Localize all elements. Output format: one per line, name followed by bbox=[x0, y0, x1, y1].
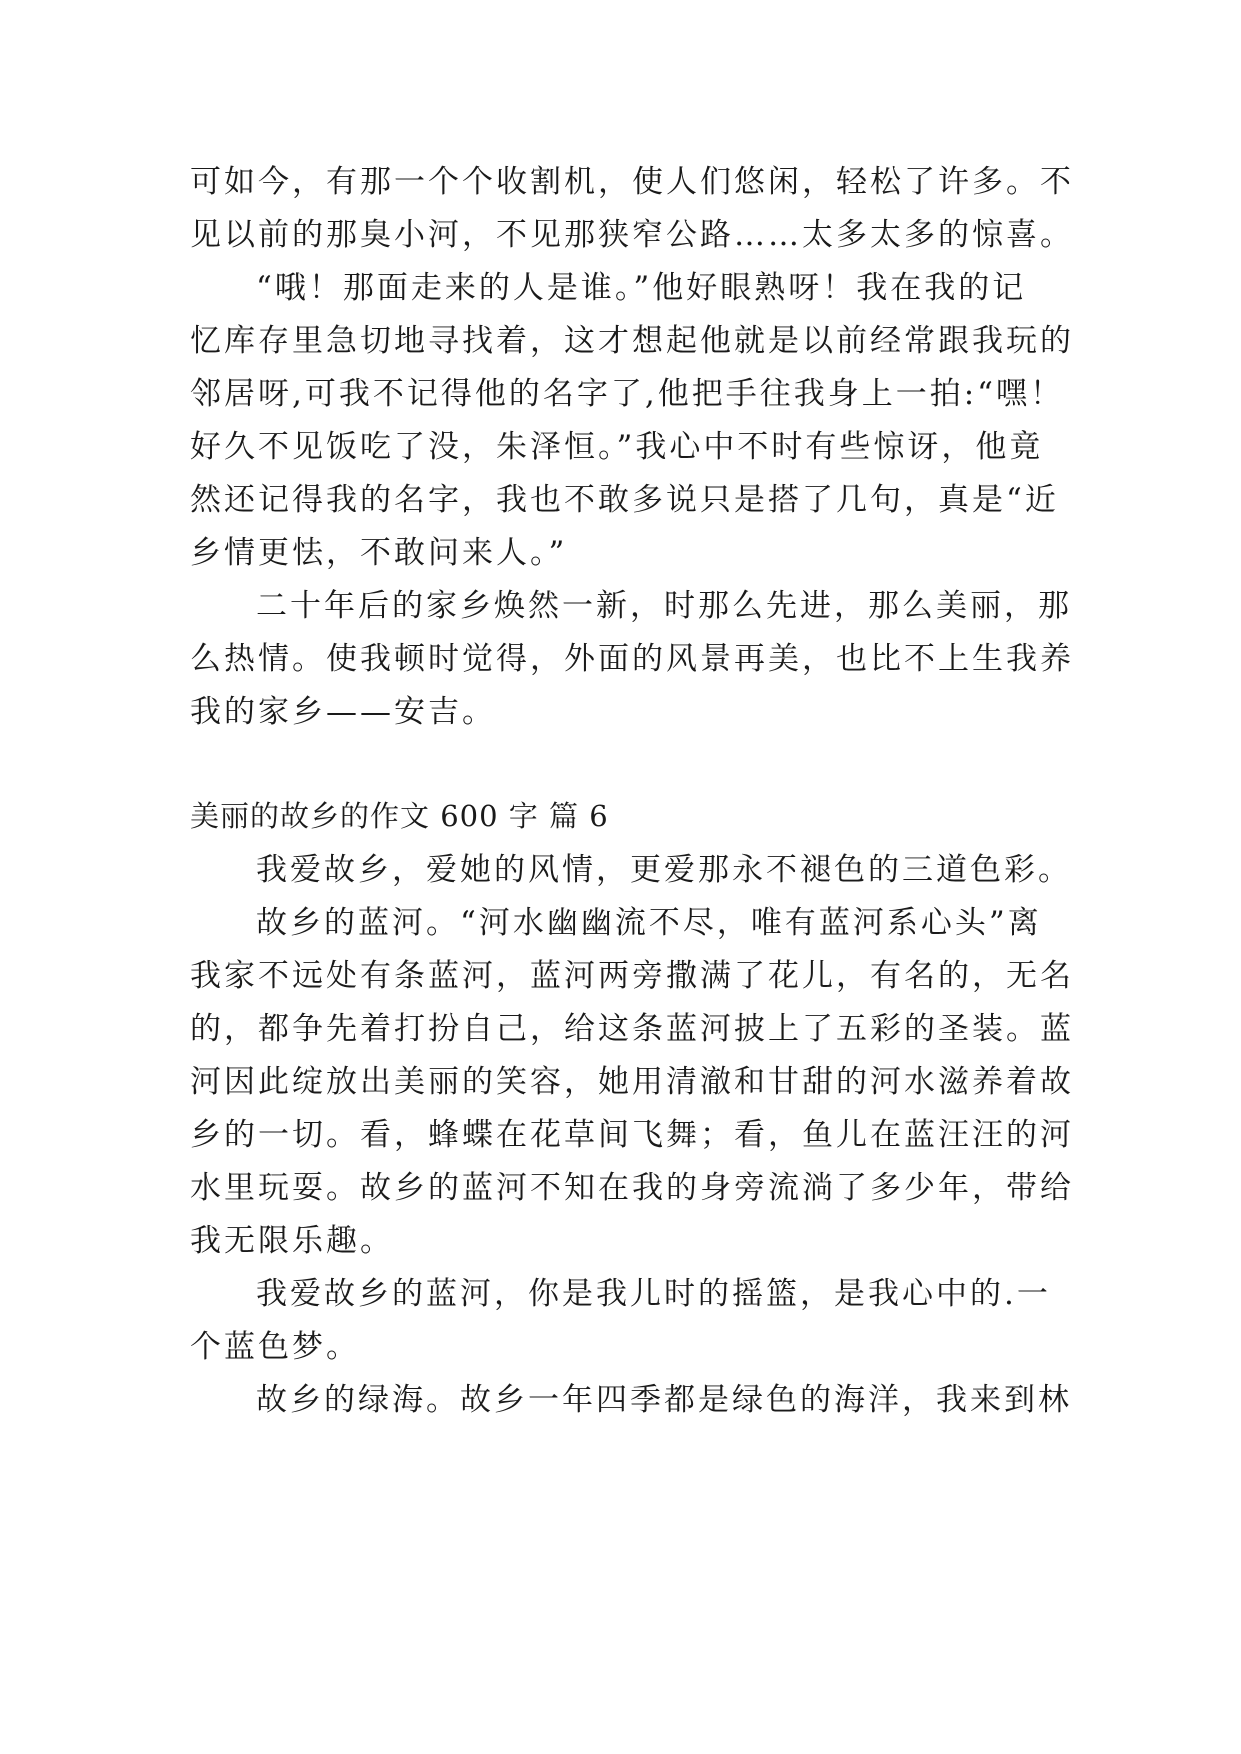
text-line: 我家不远处有条蓝河，蓝河两旁撒满了花儿，有名的，无名 bbox=[190, 958, 1074, 994]
text-line: 河因此绽放出美丽的笑容，她用清澈和甘甜的河水滋养着故 bbox=[190, 1064, 1074, 1100]
paragraph-start-line: 我爱故乡，爱她的风情，更爱那永不褪色的三道色彩。 bbox=[256, 852, 1072, 888]
text-line: 水里玩耍。故乡的蓝河不知在我的身旁流淌了多少年，带给 bbox=[190, 1170, 1074, 1206]
paragraph-start-line: “哦！那面走来的人是谁。”他好眼熟呀！我在我的记 bbox=[256, 270, 1027, 306]
text-line: 忆库存里急切地寻找着，这才想起他就是以前经常跟我玩的 bbox=[190, 323, 1074, 359]
text-line: 的，都争先着打扮自己，给这条蓝河披上了五彩的圣装。蓝 bbox=[190, 1011, 1074, 1047]
paragraph-start-line: 二十年后的家乡焕然一新，时那么先进，那么美丽，那 bbox=[256, 588, 1072, 624]
text-line: 见以前的那臭小河，不见那狭窄公路……太多太多的惊喜。 bbox=[190, 217, 1074, 253]
paragraph-start-line: 故乡的绿海。故乡一年四季都是绿色的海洋，我来到林 bbox=[256, 1382, 1072, 1418]
text-line: 邻居呀,可我不记得他的名字了,他把手往我身上一拍:“嘿！ bbox=[190, 376, 1064, 412]
text-line: 我的家乡——安吉。 bbox=[190, 694, 496, 730]
paragraph-start-line: 我爱故乡的蓝河，你是我儿时的摇篮，是我心中的.一 bbox=[256, 1276, 1051, 1312]
text-line: 可如今，有那一个个收割机，使人们悠闲，轻松了许多。不 bbox=[190, 164, 1074, 200]
text-line: 好久不见饭吃了没，朱泽恒。”我心中不时有些惊讶，他竟 bbox=[190, 429, 1044, 465]
text-line: 乡情更怯，不敢问来人。” bbox=[190, 535, 568, 571]
text-line: 个蓝色梦。 bbox=[190, 1329, 360, 1365]
text-line: 然还记得我的名字，我也不敢多说只是搭了几句，真是“近 bbox=[190, 482, 1059, 518]
text-line: 么热情。使我顿时觉得，外面的风景再美，也比不上生我养 bbox=[190, 641, 1074, 677]
paragraph-start-line: 故乡的蓝河。“河水幽幽流不尽，唯有蓝河系心头”离 bbox=[256, 905, 1042, 941]
text-line: 我无限乐趣。 bbox=[190, 1223, 394, 1259]
text-line: 乡的一切。看，蜂蝶在花草间飞舞；看，鱼儿在蓝汪汪的河 bbox=[190, 1117, 1074, 1153]
section-heading: 美丽的故乡的作文 600 字 篇 6 bbox=[190, 799, 609, 833]
